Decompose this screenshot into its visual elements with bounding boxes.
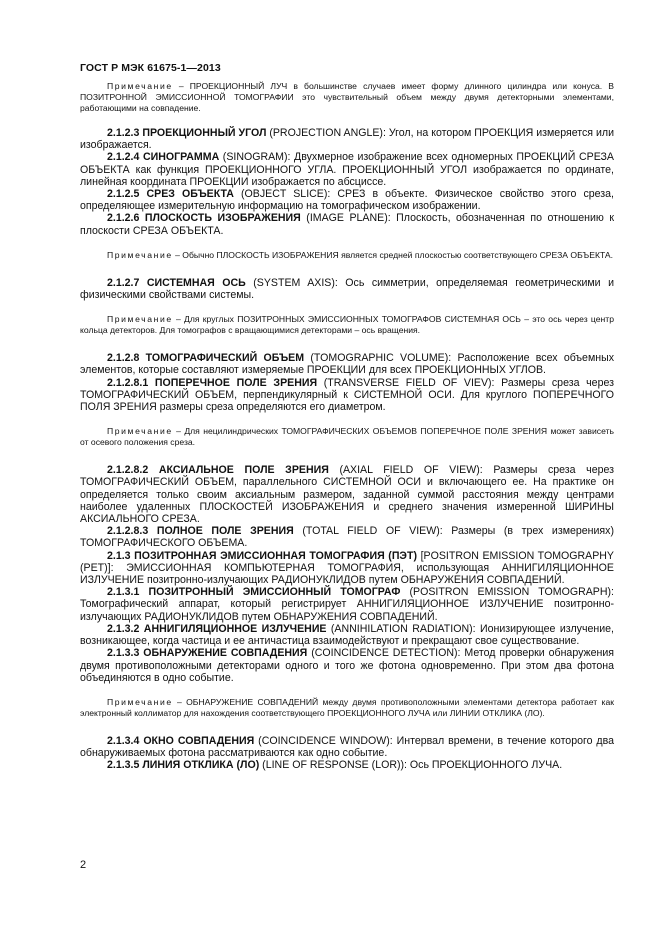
entry-2-1-3-2: 2.1.3.2 АННИГИЛЯЦИОННОЕ ИЗЛУЧЕНИЕ (ANNIHILATION RADIATION): Ионизирующее излучение, возникающее, когда частица и ее античастица взаимодействуют и прекращают свое существование. xyxy=(80,622,614,648)
document-header: ГОСТ Р МЭК 61675-1—2013 xyxy=(80,62,221,74)
entry-2-1-3-1: 2.1.3.1 ПОЗИТРОННЫЙ ЭМИССИОННЫЙ ТОМОГРАФ (POSITRON EMISSION TOMOGRAPH): Томографический аппарат, который регистрирует АННИГИЛЯЦИОННОЕ ИЗЛУЧЕНИЕ позитронно-излучающих РАДИОНУКЛИДОВ путем ОБНАРУЖЕНИЯ СОВПАДЕНИЙ. xyxy=(80,586,614,623)
entry-2-1-3-4: 2.1.3.4 ОКНО СОВПАДЕНИЯ (COINCIDENCE WINDOW): Интервал времени, в течение которого два обнаруживаемых фотона рассматриваются как одно событие. xyxy=(80,734,614,760)
document-page xyxy=(80,62,614,772)
entry-2-1-3-5: 2.1.3.5 ЛИНИЯ ОТКЛИКА (ЛО) (LINE OF RESPONSE (LOR)): Ось ПРОЕКЦИОННОГО ЛУЧА. xyxy=(107,759,563,772)
page-number: 2 xyxy=(80,859,87,871)
entry-2-1-2-3: 2.1.2.3 ПРОЕКЦИОННЫЙ УГОЛ (PROJECTION ANGLE): Угол, на котором ПРОЕКЦИЯ измеряется или изображается. xyxy=(80,127,614,152)
entry-2-1-2-8: 2.1.2.8 ТОМОГРАФИЧЕСКИЙ ОБЪЕМ (TOMOGRAPHIC VOLUME): Расположение всех объемных элементов, которые составляют измеряемые ПРОЕКЦИИ для всех ПРОЕКЦИОННЫХ УГЛОВ. xyxy=(80,352,614,377)
note-projection-beam: Примечание – ПРОЕКЦИОННЫЙ ЛУЧ в большинстве случаев имеет форму длинного цилиндра или конуса. В ПОЗИТРОННОЙ ЭМИССИОННОЙ ТОМОГРАФИИ это чувствительный объем между двумя детекторными элементами, работающими на совпадение. xyxy=(80,81,614,113)
entry-2-1-2-4: 2.1.2.4 СИНОГРАММА (SINOGRAM): Двухмерное изображение всех одномерных ПРОЕКЦИЙ СРЕЗА ОБЪЕКТА как функция ПРОЕКЦИОННОГО УГЛА. ПРОЕКЦИОННЫЙ УГОЛ изображается по ординате, линейная координата ПРОЕКЦИИ изображается по абсциссе. xyxy=(80,151,614,188)
note-coincidence-detection: Примечание – ОБНАРУЖЕНИЕ СОВПАДЕНИЙ между двумя противоположными элементами детектора работает как электронный коллиматор для нахождения соответствующего ПРОЕКЦИОННОГО ЛУЧА или ЛИНИИ ОТКЛИКА (ЛО). xyxy=(80,696,614,718)
entry-2-1-2-8-2: 2.1.2.8.2 АКСИАЛЬНОЕ ПОЛЕ ЗРЕНИЯ (AXIAL FIELD OF VIEW): Размеры среза через ТОМОГРАФИЧЕСКИЙ ОБЪЕМ, параллельного СИСТЕМНОЙ ОСИ и включающего ее. На практике он определяется только своим аксиальным размером, заданной суммой расстояния между центрами наиболее удаленных ПЛОСКОСТЕЙ ИЗОБРАЖЕНИЯ и среднего значения измеренной ШИРИНЫ АКСИАЛЬНОГО СРЕЗА. xyxy=(80,464,614,526)
note-transverse-fov: Примечание – Для нецилиндрических ТОМОГРАФИЧЕСКИХ ОБЪЕМОВ ПОПЕРЕЧНОЕ ПОЛЕ ЗРЕНИЯ может зависеть от осевого положения среза. xyxy=(80,426,614,448)
note-image-plane: Примечание – Обычно ПЛОСКОСТЬ ИЗОБРАЖЕНИЯ является средней плоскостью соответствующего СРЕЗА ОБЪЕКТА. xyxy=(107,249,614,260)
entry-2-1-2-8-1: 2.1.2.8.1 ПОПЕРЕЧНОЕ ПОЛЕ ЗРЕНИЯ (TRANSVERSE FIELD OF VIEV): Размеры среза через ТОМОГРАФИЧЕСКИЙ ОБЪЕМ, перпендикулярный к СИСТЕМНОЙ ОСИ. Для круглого ПОПЕРЕЧНОГО ПОЛЯ ЗРЕНИЯ размеры среза определяются его диаметром. xyxy=(80,376,614,414)
entry-2-1-2-6: 2.1.2.6 ПЛОСКОСТЬ ИЗОБРАЖЕНИЯ (IMAGE PLANE): Плоскость, обозначенная по отношению к плоскости СРЕЗА ОБЪЕКТА. xyxy=(80,212,614,237)
entry-2-1-2-7: 2.1.2.7 СИСТЕМНАЯ ОСЬ (SYSTEM AXIS): Ось симметрии, определяемая геометрическими и физическими свойствами системы. xyxy=(80,276,614,302)
entry-2-1-2-5: 2.1.2.5 СРЕЗ ОБЪЕКТА (OBJECT SLICE): СРЕЗ в объекте. Физическое свойство этого среза, определяющее измерительную информацию на томографическом изображении. xyxy=(80,188,614,213)
entry-2-1-3-3: 2.1.3.3 ОБНАРУЖЕНИЕ СОВПАДЕНИЯ (COINCIDENCE DETECTION): Метод проверки обнаружения двумя противоположными детекторами одного и того же фотона одновременно. При этом два фотона объединяются в одно событие. xyxy=(80,647,614,684)
entry-2-1-3: 2.1.3 ПОЗИТРОННАЯ ЭМИССИОННАЯ ТОМОГРАФИЯ (ПЭТ) [POSITRON EMISSION TOMOGRAPHY (PET)]: ЭМИССИОННАЯ КОМПЬЮТЕРНАЯ ТОМОГРАФИЯ, использующая АННИГИЛЯЦИОННОЕ ИЗЛУЧЕНИЕ позитронно-излучающих РАДИОНУКЛИДОВ путем ОБНАРУЖЕНИЯ СОВПАДЕНИЙ. xyxy=(80,549,614,587)
entry-2-1-2-8-3: 2.1.2.8.3 ПОЛНОЕ ПОЛЕ ЗРЕНИЯ (TOTAL FIELD OF VIEW): Размеры (в трех измерениях) ТОМОГРАФИЧЕСКОГО ОБЪЕМА. xyxy=(80,525,614,550)
note-label: Примечание xyxy=(107,81,173,91)
note-system-axis: Примечание – Для круглых ПОЗИТРОННЫХ ЭМИССИОННЫХ ТОМОГРАФОВ СИСТЕМНАЯ ОСЬ – это ось через центр кольца детекторов. Для томографов с вращающимися детекторами – ось вращения. xyxy=(80,314,614,336)
